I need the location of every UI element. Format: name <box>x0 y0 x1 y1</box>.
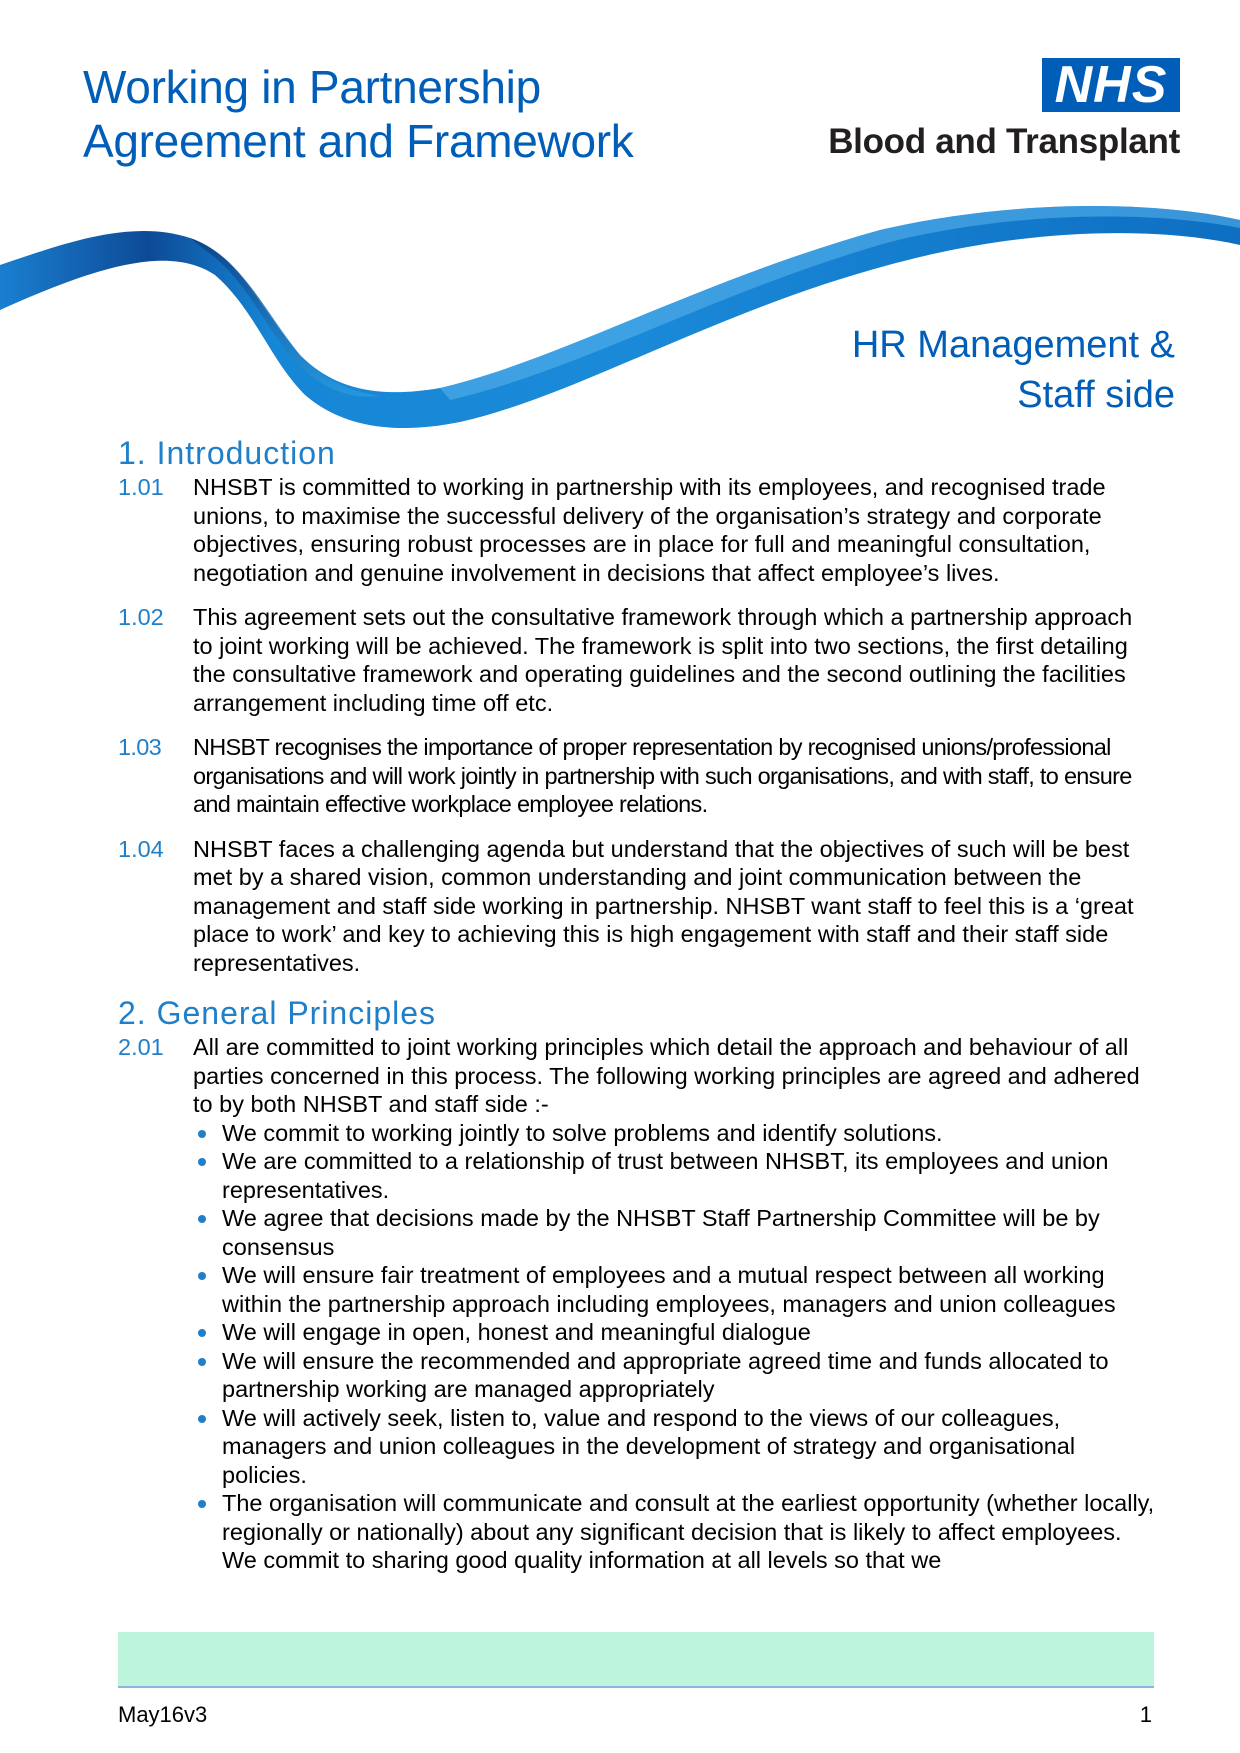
list-item-text: We are committed to a relationship of trust between NHSBT, its employees and union representatives. <box>222 1148 1109 1203</box>
section-heading-introduction: 1. Introduction <box>118 435 336 471</box>
list-item <box>193 1119 1158 1148</box>
principles-list <box>118 1119 1158 1575</box>
bullet-icon <box>198 1415 206 1423</box>
list-item-text: We will actively seek, listen to, value and respond to the views of our colleagues, managers and union colleagues in the development of strategy and organisational policies. <box>222 1404 1076 1488</box>
paragraph-number: 1.01 <box>118 474 164 500</box>
list-item-text: The organisation will communicate and consult at the earliest opportunity (whether locally, regionally or nationally) about any significant decision that is likely to affect employees. We commit to sharing good quality information at all levels so that we <box>222 1490 1155 1573</box>
list-item <box>193 1261 1158 1318</box>
paragraph-number: 1.02 <box>118 604 164 630</box>
list-item-text: We commit to working jointly to solve problems and identify solutions. <box>222 1119 943 1146</box>
paragraph-2-01 <box>118 1033 1158 1119</box>
paragraph-text: NHSBT faces a challenging agenda but understand that the objectives of such will be best met by a shared vision, common understanding and joint communication between the management and staff side working in partnership. NHSBT want staff to feel this is a ‘great place to work’ and key to achieving this is high engagement with staff and their staff side representatives. <box>193 835 1134 976</box>
nhs-blood-and-transplant-logo <box>795 58 1180 168</box>
list-item-text: We will ensure the recommended and appropriate agreed time and funds allocated to partnership working are managed appropriately <box>222 1347 1109 1402</box>
bullet-icon <box>198 1215 206 1223</box>
document-body <box>118 433 1158 1575</box>
document-title <box>83 60 633 168</box>
bullet-icon <box>198 1158 206 1166</box>
section-heading-general-principles: 2. General Principles <box>118 995 437 1031</box>
bullet-icon <box>198 1358 206 1366</box>
bullet-icon <box>198 1500 206 1508</box>
list-item <box>193 1147 1158 1204</box>
paragraph-text: This agreement sets out the consultative framework through which a partnership approach to joint working will be achieved. The framework is split into two sections, the first detailing the consultative framework and operating guidelines and the second outlining the facilities arrangement including time off etc. <box>193 604 1133 716</box>
list-item <box>193 1204 1158 1261</box>
paragraph-1-03 <box>118 733 1158 819</box>
paragraph-number: 1.04 <box>118 835 164 862</box>
paragraph-number: 1.03 <box>118 734 161 760</box>
list-item <box>193 1404 1158 1490</box>
bullet-icon <box>198 1272 206 1280</box>
paragraph-number: 2.01 <box>118 1034 164 1060</box>
bullet-icon <box>198 1329 206 1337</box>
list-item <box>193 1489 1158 1575</box>
audience-line1: HR Management & <box>851 324 1175 366</box>
nhs-logo-mark: NHS <box>1042 58 1180 112</box>
paragraph-text: NHSBT is committed to working in partnership with its employees, and recognised trade unions, to maximise the successful delivery of the organisation’s strategy and corporate objectives, ensuring robust processes are in place for full and meaningful consultation, negotiation and genuine involvement in decisions that affect employee’s lives. <box>193 474 1106 586</box>
footer-version: May16v3 <box>118 1702 208 1727</box>
audience-line2: Staff side <box>1017 374 1175 416</box>
page-number: 1 <box>1139 1702 1152 1727</box>
bullet-icon <box>198 1130 206 1138</box>
list-item-text: We will engage in open, honest and meaningful dialogue <box>222 1319 811 1345</box>
paragraph-text: NHSBT recognises the importance of proper representation by recognised unions/professional organisations and will work jointly in partnership with such organisations, and with staff, to ensure and maintain effective workplace employee relations. <box>193 734 1132 817</box>
paragraph-1-02 <box>118 603 1158 717</box>
audience-label <box>755 320 1175 420</box>
document-title-line1: Working in Partnership <box>83 61 541 113</box>
list-item-text: We will ensure fair treatment of employees and a mutual respect between all working within the partnership approach including employees, managers and union colleagues <box>222 1262 1116 1317</box>
logo-organisation-name: Blood and Transplant <box>828 122 1180 161</box>
paragraph-1-04 <box>118 835 1158 978</box>
list-item <box>193 1318 1158 1347</box>
list-item-text: We agree that decisions made by the NHSBT Staff Partnership Committee will be by consensus <box>222 1205 1100 1260</box>
list-item <box>193 1347 1158 1404</box>
footer-band <box>118 1632 1154 1688</box>
document-title-line2: Agreement and Framework <box>83 115 634 167</box>
paragraph-text: All are committed to joint working principles which detail the approach and behaviour of all parties concerned in this process. The following working principles are agreed and adhered to by both NHSBT and staff side :- <box>193 1034 1140 1117</box>
paragraph-1-01 <box>118 473 1158 587</box>
